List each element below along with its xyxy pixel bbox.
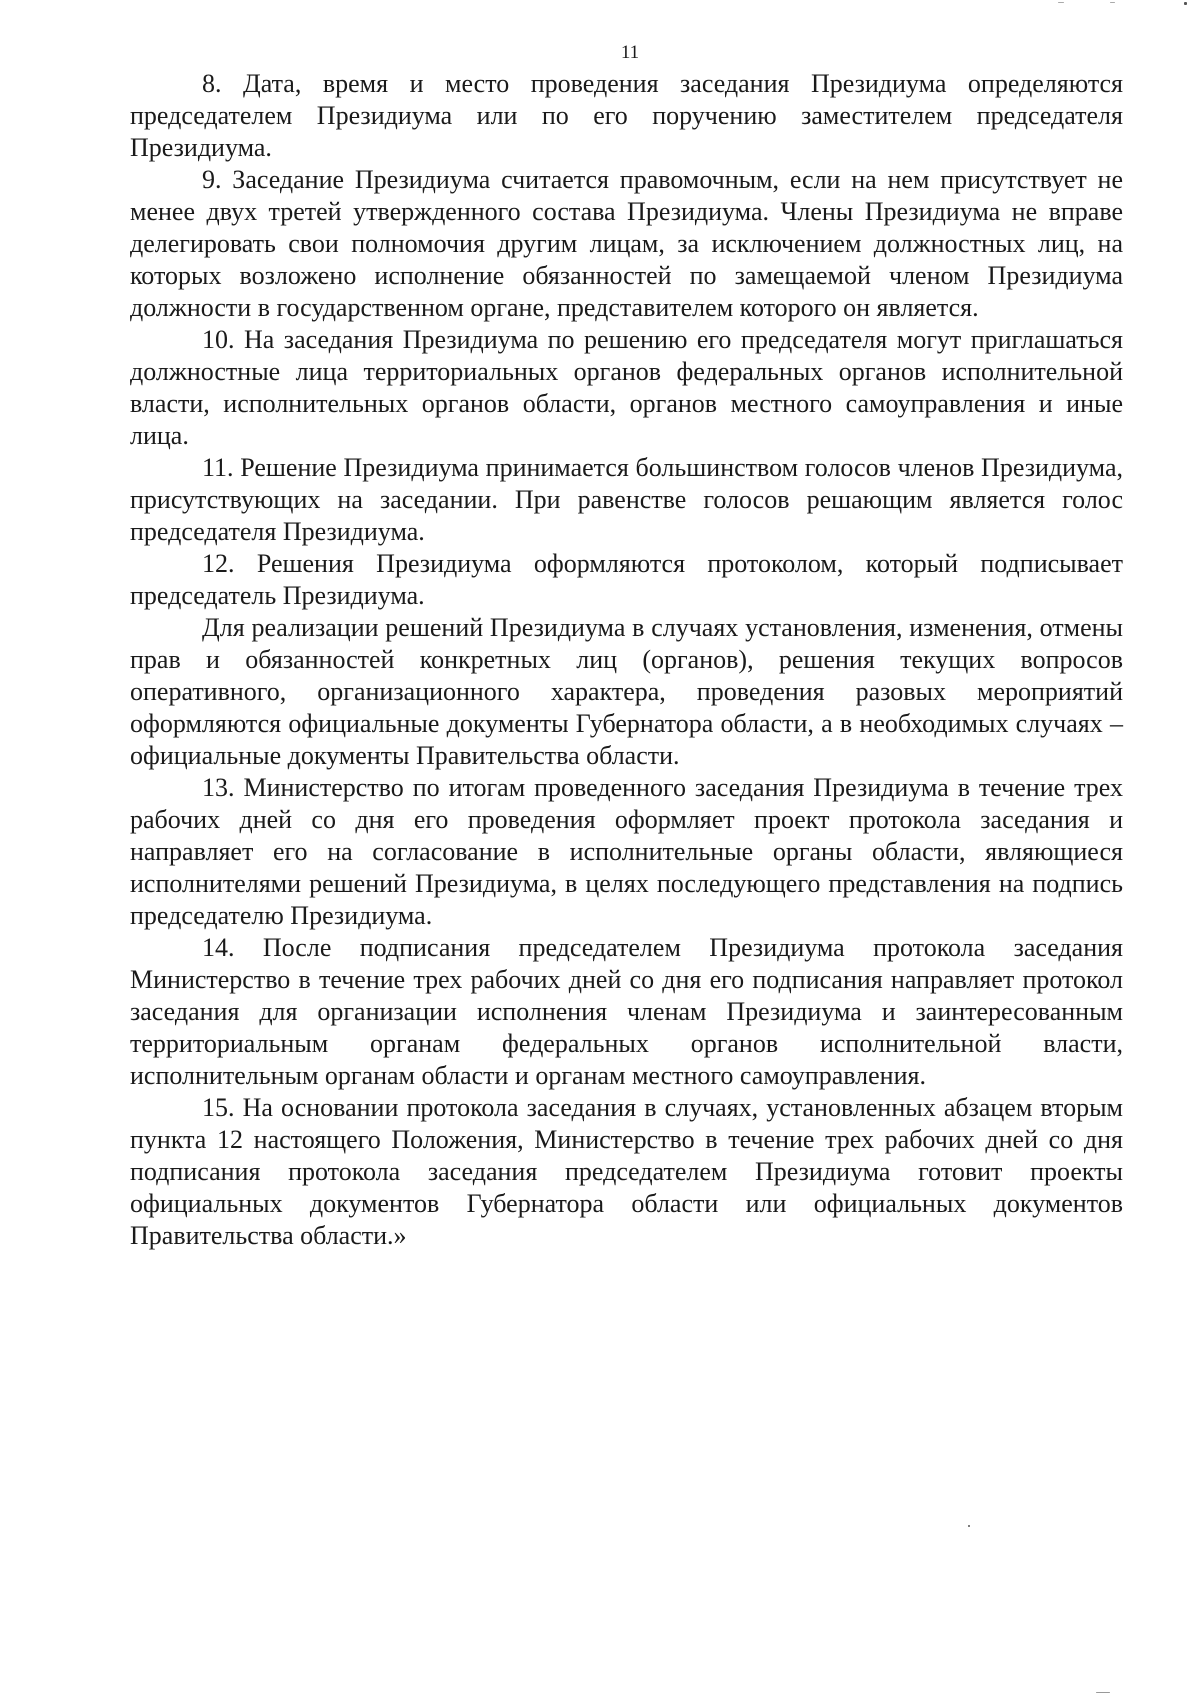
paragraph-item-8: 8. Дата, время и место проведения заседания Президиума определяются председателем Президиума или по его поручению заместителем председателя Президиума.	[130, 69, 1123, 162]
paragraph-item-9: 9. Заседание Президиума считается правомочным, если на нем присутствует не менее двух третей утвержденного состава Президиума. Члены Президиума не вправе делегировать свои полномочия другим лицам, за исключением должностных лиц, на которых возложено исполнение обязанностей по замещаемой членом Президиума должности в государственном органе, представителем которого он является.	[130, 165, 1123, 322]
paragraph-item-12: 12. Решения Президиума оформляются протоколом, который подписывает председатель Президиума.	[130, 549, 1123, 610]
paragraph-item-12-second-paragraph: Для реализации решений Президиума в случаях установления, изменения, отмены прав и обязанностей конкретных лиц (органов), решения текущих вопросов оперативного, организационного характера, проведения разовых мероприятий оформляются официальные документы Губернатора области, а в необходимых случаях – официальные документы Правительства области.	[130, 613, 1123, 770]
paragraph-item-10: 10. На заседания Президиума по решению его председателя могут приглашаться должностные лица территориальных органов федеральных органов исполнительной власти, исполнительных органов области, органов местного самоуправления и иные лица.	[130, 325, 1123, 450]
document-body	[130, 68, 1123, 1252]
paragraph-item-13: 13. Министерство по итогам проведенного заседания Президиума в течение трех рабочих дней со дня его проведения оформляет проект протокола заседания и направляет его на согласование в исполнительные органы области, являющиеся исполнителями решений Президиума, в целях последующего представления на подпись председателю Президиума.	[130, 773, 1123, 930]
scan-speck	[1110, 2, 1115, 3]
page-number: 11	[620, 42, 640, 63]
scan-speck	[1184, 2, 1187, 5]
scan-speck	[1096, 1692, 1110, 1693]
paragraph-item-11: 11. Решение Президиума принимается большинством голосов членов Президиума, присутствующих на заседании. При равенстве голосов решающим является голос председателя Президиума.	[130, 453, 1123, 546]
scan-speck	[1058, 2, 1064, 3]
paragraph-item-14: 14. После подписания председателем Президиума протокола заседания Министерство в течение трех рабочих дней со дня его подписания направляет протокол заседания для организации исполнения членам Президиума и заинтересованным территориальным органам федеральных органов исполнительной власти, исполнительным органам области и органам местного самоуправления.	[130, 933, 1123, 1090]
scan-speck	[968, 1525, 970, 1527]
paragraph-item-15: 15. На основании протокола заседания в случаях, установленных абзацем вторым пункта 12 настоящего Положения, Министерство в течение трех рабочих дней со дня подписания протокола заседания председателем Президиума готовит проекты официальных документов Губернатора области или официальных документов Правительства области.»	[130, 1093, 1123, 1250]
